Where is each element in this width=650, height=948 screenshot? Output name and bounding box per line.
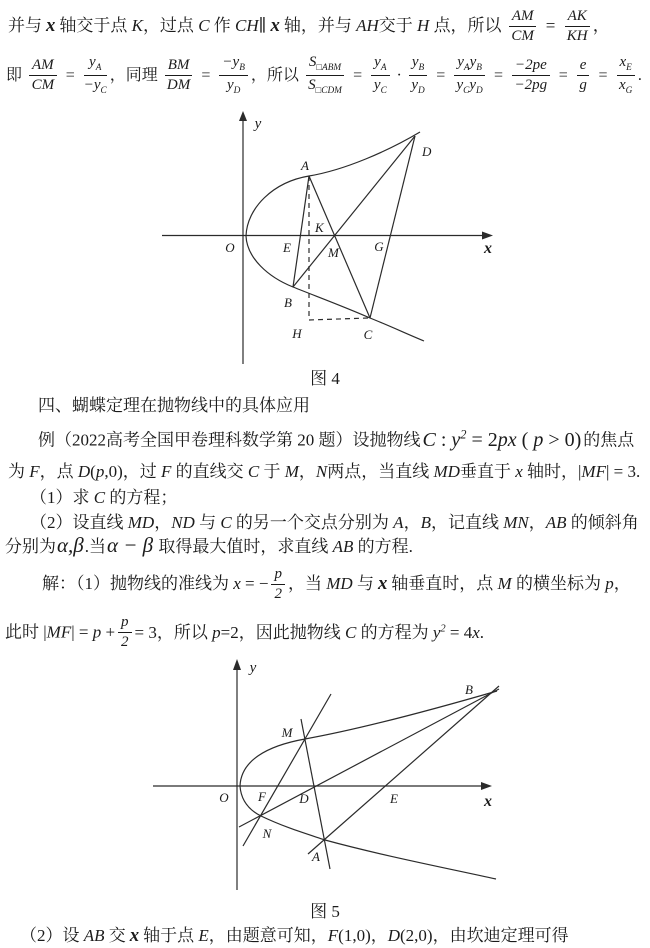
fig4-label-K: K [315,220,324,235]
fraction: $\frac{e}{g}$ [577,57,590,94]
fraction: $\frac{y_Ay_B}{y_Cy_D}$ [454,54,485,96]
fig5-label-M: M [281,725,293,740]
fraction-p-2: $\frac{p}{2}$ [271,566,285,603]
fraction: $\frac{AM}{CM}$ [29,57,57,94]
fig4-label-B: B [284,295,292,310]
equals-sign: = [598,67,608,84]
fig4-label-x-axis: x [484,240,492,257]
fraction-AM-CM: $\frac{AM}{CM}$ [509,8,537,45]
math-parabola-equation: C : $y^2 = 2px$ ( p > 0) [422,427,582,451]
fig5-line-MN [243,694,331,846]
fraction-AK-KH: $\frac{AK}{KH}$ [565,8,590,45]
math-segment: x = − [233,574,269,593]
fraction: $\frac{y_A}{-y_C}$ [83,54,107,96]
text-segment: 并与 [8,16,42,35]
equals-sign: = [353,67,363,84]
text-segment: .当 [84,537,106,556]
fig5-label-F: F [258,789,266,804]
math-x: x [129,925,140,946]
text-segment: 解：（1）抛物线的准线为 [42,574,229,593]
section-heading: 四、蝴蝶定理在抛物线中的具体应用 [38,396,310,415]
fig4-label-G: G [374,239,384,254]
text-segment: 轴于点 E，由题意可知，F(1,0)，D(2,0)，由坎迪定理可得 [143,926,569,945]
fig5-y-axis-arrow-icon [233,659,241,670]
fig5-label-B: B [465,682,473,697]
text-segment: 的焦点 [583,430,635,450]
fraction: $\frac{x_E}{x_G}$ [617,54,635,96]
paragraph-question-2a: （2）设直线 MD，ND 与 C 的另一个交点分别为 A，B，记直线 MN，AB 的倾斜角 [30,513,639,532]
fig4-label-y-axis: y [254,116,262,132]
fig5-line-NDB [239,689,499,827]
text-segment: 分别为 [5,537,56,556]
text-segment: 轴交于点 K，过点 C 作 CH∥ [59,16,267,35]
equals-sign: = [201,67,211,84]
paragraph-question-2b [5,532,413,560]
equals-sign: = [493,67,503,84]
fraction: $\frac{-y_B}{y_D}$ [219,54,247,96]
figure-5 [0,650,650,895]
math-x: x [46,15,56,36]
paragraph-formula-2 [6,52,642,102]
text-segment: 取得最大值时，求直线 AB 的方程. [158,537,413,556]
fig4-dashed-HC [309,318,368,320]
text-segment: 轴，并与 AH交于 H 点，所以 [283,16,502,35]
fig5-line-AEB [308,686,499,854]
fig5-label-E: E [390,791,398,806]
figure-4-caption: 图 4 [310,369,340,388]
equals-sign: = [436,67,446,84]
fig5-label-y-axis: y [249,660,257,676]
fig5-parabola-upper [240,691,497,786]
math-x: x [377,573,388,594]
fig4-label-A: A [301,158,309,173]
equals-sign: = [558,67,568,84]
text-segment: 即 [6,67,23,84]
fig4-label-C: C [363,327,373,342]
paragraph-example-intro [38,419,634,451]
fig4-x-axis-arrow-icon [482,232,493,240]
fig5-label-D: D [299,791,309,806]
fig4-y-axis-arrow-icon [239,111,247,121]
text-segment: ，所以 [250,67,299,84]
text-segment: = 3，所以 p=2，因此抛物线 C 的方程为 $y^2 = 4x$. [134,622,485,642]
paragraph-example-line2: 为 F，点 D(p,0)，过 F 的直线交 C 于 M，N两点，当直线 MD垂直于 x 轴时，|MF| = 3. [8,462,641,481]
math-x: x [270,15,280,36]
fig4-label-H: H [292,326,302,341]
dot-operator: · [396,67,402,84]
equals-sign: = [65,67,75,84]
fig5-label-A: A [312,849,320,864]
text-segment: ，当 MD 与 [287,574,374,593]
fig5-label-O: O [219,790,229,805]
fig5-label-N: N [262,826,272,841]
paragraph-solution-2 [5,607,484,653]
math-alpha-minus-beta: α − β [106,533,154,557]
fig5-label-x-axis: x [484,793,492,810]
paragraph-formula-1 [8,6,610,50]
fig4-label-E: E [283,240,291,255]
fig4-label-O: O [225,240,235,255]
paragraph-solution-1 [42,562,631,608]
fraction: $\frac{y_A}{y_C}$ [371,54,389,96]
text-segment: 轴垂直时，点 M 的横坐标为 p， [391,574,631,593]
math-segment: |MF| = p + [43,622,116,642]
math-alpha-beta: α,β [57,533,84,557]
text-segment: （2）设 AB 交 [20,926,126,945]
figure-4 [0,108,650,364]
fraction: $\frac{-2pe}{-2pg}$ [512,57,550,94]
paragraph-question-1: （1）求 C 的方程； [30,488,178,507]
fraction: $\frac{BM}{DM}$ [165,57,193,94]
figure-5-caption: 图 5 [310,902,340,921]
text-segment: ，同理 [109,67,158,84]
text-segment: 例（2022高考全国甲卷理科数学第 20 题）设抛物线 [38,430,421,450]
fig5-parabola-lower [240,786,496,879]
fig4-label-D: D [422,144,432,159]
paragraph-final [20,921,569,947]
fraction-area-ratio: $\frac{S_{□ABM}}{S_{□CDM}}$ [306,54,344,96]
fig4-label-M: M [328,245,339,260]
fig5-x-axis-arrow-icon [481,782,492,790]
fraction-p-2: $\frac{p}{2}$ [118,614,132,651]
fraction: $\frac{y_B}{y_D}$ [409,54,427,96]
text-segment: 此时 [5,622,39,642]
text-segment: . [637,67,642,84]
text-segment: ， [592,16,610,35]
equals-sign: = [545,16,556,35]
